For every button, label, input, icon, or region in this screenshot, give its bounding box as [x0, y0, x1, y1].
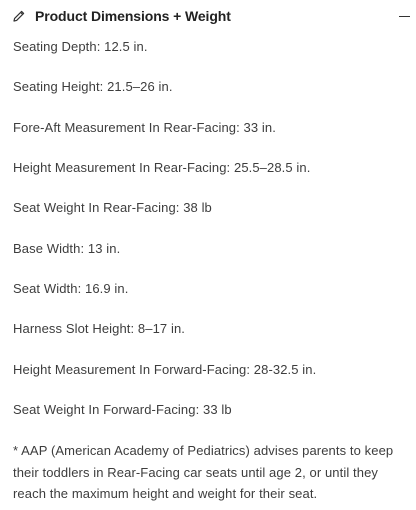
spec-base-width: Base Width: 13 in. — [13, 241, 121, 256]
aap-footnote: * AAP (American Academy of Pediatrics) advises parents to keep their toddlers in Rear-Facing car seats until age 2, or until they reach the maximum height and weight for their seat. — [13, 443, 394, 501]
spec-harness-slot-height: Harness Slot Height: 8–17 in. — [13, 321, 185, 336]
spec-seating-height: Seating Height: 21.5–26 in. — [13, 79, 173, 94]
spec-seat-width: Seat Width: 16.9 in. — [13, 281, 129, 296]
spec-seat-weight-forward-facing: Seat Weight In Forward-Facing: 33 lb — [13, 402, 232, 417]
spec-height-forward-facing: Height Measurement In Forward-Facing: 28-32.5 in. — [13, 362, 317, 377]
spec-seating-depth: Seating Depth: 12.5 in. — [13, 39, 148, 54]
spec-seat-weight-rear-facing: Seat Weight In Rear-Facing: 38 lb — [13, 200, 212, 215]
spec-height-rear-facing: Height Measurement In Rear-Facing: 25.5–28.5 in. — [13, 160, 311, 175]
minus-icon[interactable] — [399, 16, 410, 17]
pencil-icon — [12, 9, 26, 23]
section-title: Product Dimensions + Weight — [35, 8, 231, 24]
product-dimensions-accordion-header[interactable] — [0, 0, 416, 34]
spec-fore-aft-rear-facing: Fore-Aft Measurement In Rear-Facing: 33 in. — [13, 120, 276, 135]
